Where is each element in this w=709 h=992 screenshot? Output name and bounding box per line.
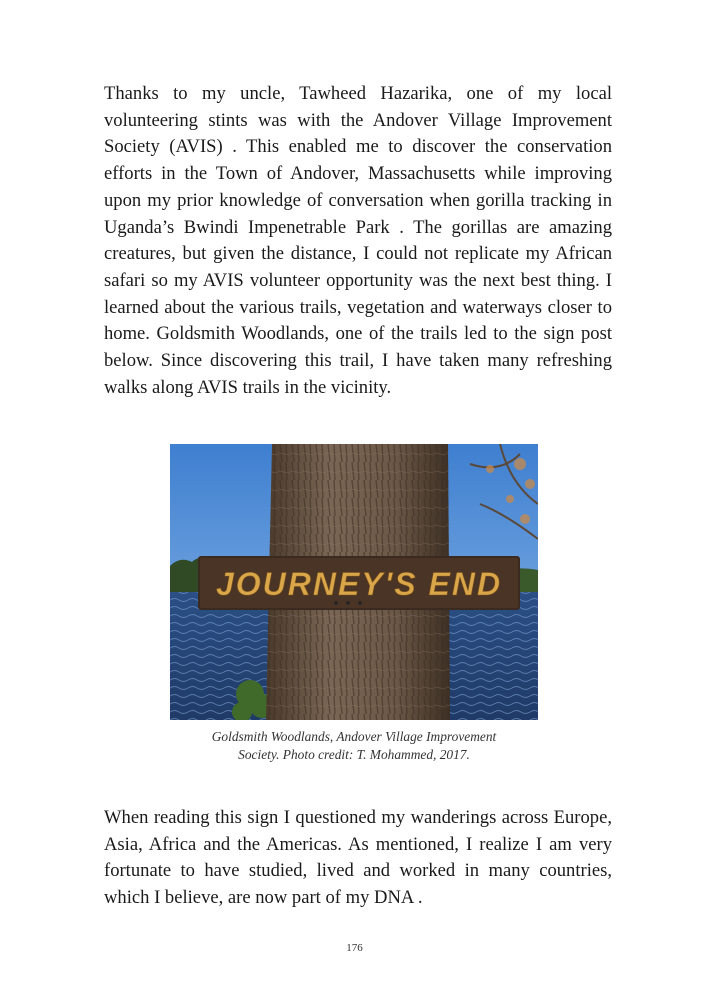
body-paragraph-1: Thanks to my uncle, Tawheed Hazarika, one of my local volunteering stints was with the Andover Village Improvement Society (AVIS) . This enabled me to discover the conservation efforts in the Town of Andover, Massachusetts while improving upon my prior knowledge of conversation when gorilla tracking in Uganda’s Bwindi Impenetrable Park . The gorillas are amazing creatures, but given the distance, I could not replicate my African safari so my AVIS volunteer opportunity was the next best thing. I learned about the various trails, vegetation and waterways closer to home. Goldsmith Woodlands, one of the trails led to the sign post below. Since discovering this trail, I have taken many refreshing walks along AVIS trails in the vicinity. <box>104 83 612 398</box>
page-number: 176 <box>346 942 363 954</box>
sign-board <box>198 556 520 610</box>
body-paragraph-2: When reading this sign I questioned my wanderings across Europe, Asia, Africa and the Americas. As mentioned, I realize I am very fortunate to have studied, lived and worked in many countries, which I believe, are now part of my DNA . <box>104 807 612 909</box>
journeys-end-photo <box>170 444 538 720</box>
photo-caption <box>150 728 558 764</box>
caption-line-1: Goldsmith Woodlands, Andover Village Improvement <box>211 729 497 744</box>
caption-line-2: Society. Photo credit: T. Mohammed, 2017. <box>238 747 470 762</box>
sign-text: JOURNEY'S END <box>215 566 503 602</box>
